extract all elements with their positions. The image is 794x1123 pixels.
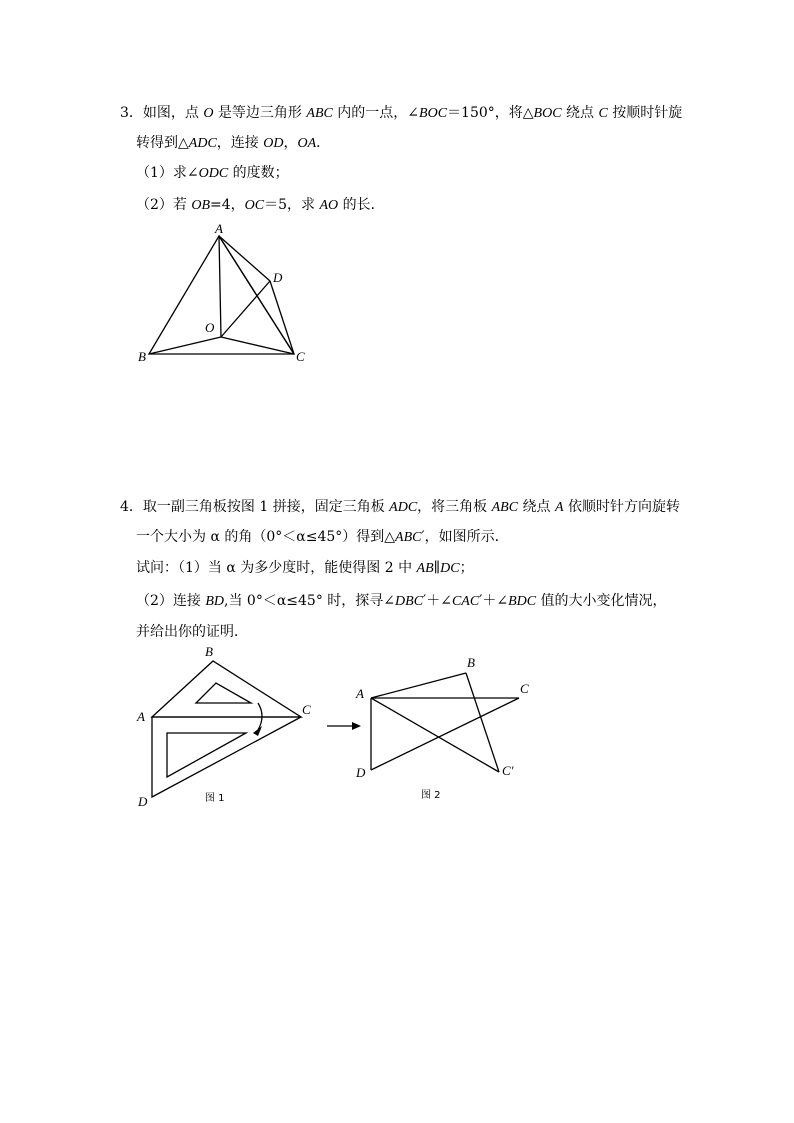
label-d: D bbox=[273, 270, 283, 285]
problem4-question1: 试问：（1）当 α 为多少度时，能使得图 2 中 AB∥DC； bbox=[136, 560, 474, 576]
label-c: C bbox=[296, 349, 305, 364]
fig1-label-a: A bbox=[137, 709, 145, 724]
fig2-label-b: B bbox=[467, 655, 475, 670]
fig2-label-c: C bbox=[520, 681, 529, 696]
problem3-question2: （2）若 OB=4，OC＝5，求 AO 的长． bbox=[136, 197, 385, 213]
fig2-label-d: D bbox=[356, 765, 366, 780]
fig2-caption: 图 2 bbox=[421, 790, 441, 801]
fig1-label-b: B bbox=[205, 644, 213, 659]
problem4-line1: 4．取一副三角板按图 1 拼接，固定三角板 ADC，将三角板 ABC 绕点 A 依顺时针方向旋转 bbox=[120, 499, 680, 515]
problem4-question3: 并给出你的证明． bbox=[136, 624, 248, 640]
fig1-caption: 图 1 bbox=[205, 793, 225, 804]
label-o: O bbox=[205, 320, 215, 335]
fig2-label-a: A bbox=[356, 686, 364, 701]
problem4-question2: （2）连接 BD,当 0°＜α≤45° 时，探寻∠DBC′＋∠CAC′＋∠BDC 值的大小变化情况， bbox=[136, 593, 667, 609]
label-a: A bbox=[215, 221, 223, 236]
problem3-line2: 转得到△ADC，连接 OD，OA． bbox=[136, 135, 331, 151]
segment-ab bbox=[371, 673, 466, 698]
fig1-label-c: C bbox=[302, 702, 311, 717]
problem4-line2: 一个大小为 α 的角（0°＜α≤45°）得到△ABC′，如图所示． bbox=[136, 529, 509, 545]
segment-dc bbox=[371, 698, 519, 770]
problem3-question1: （1）求∠ODC 的度数； bbox=[136, 165, 289, 181]
label-b: B bbox=[138, 349, 146, 364]
fig1-label-d: D bbox=[138, 794, 148, 809]
fig2-label-cprime: C′ bbox=[502, 763, 514, 778]
problem3-line1: 3．如图，点 O 是等边三角形 ABC 内的一点，∠BOC＝150°，将△BOC 绕点 C 按顺时针旋 bbox=[120, 105, 683, 121]
segment-bcprime bbox=[466, 673, 499, 772]
